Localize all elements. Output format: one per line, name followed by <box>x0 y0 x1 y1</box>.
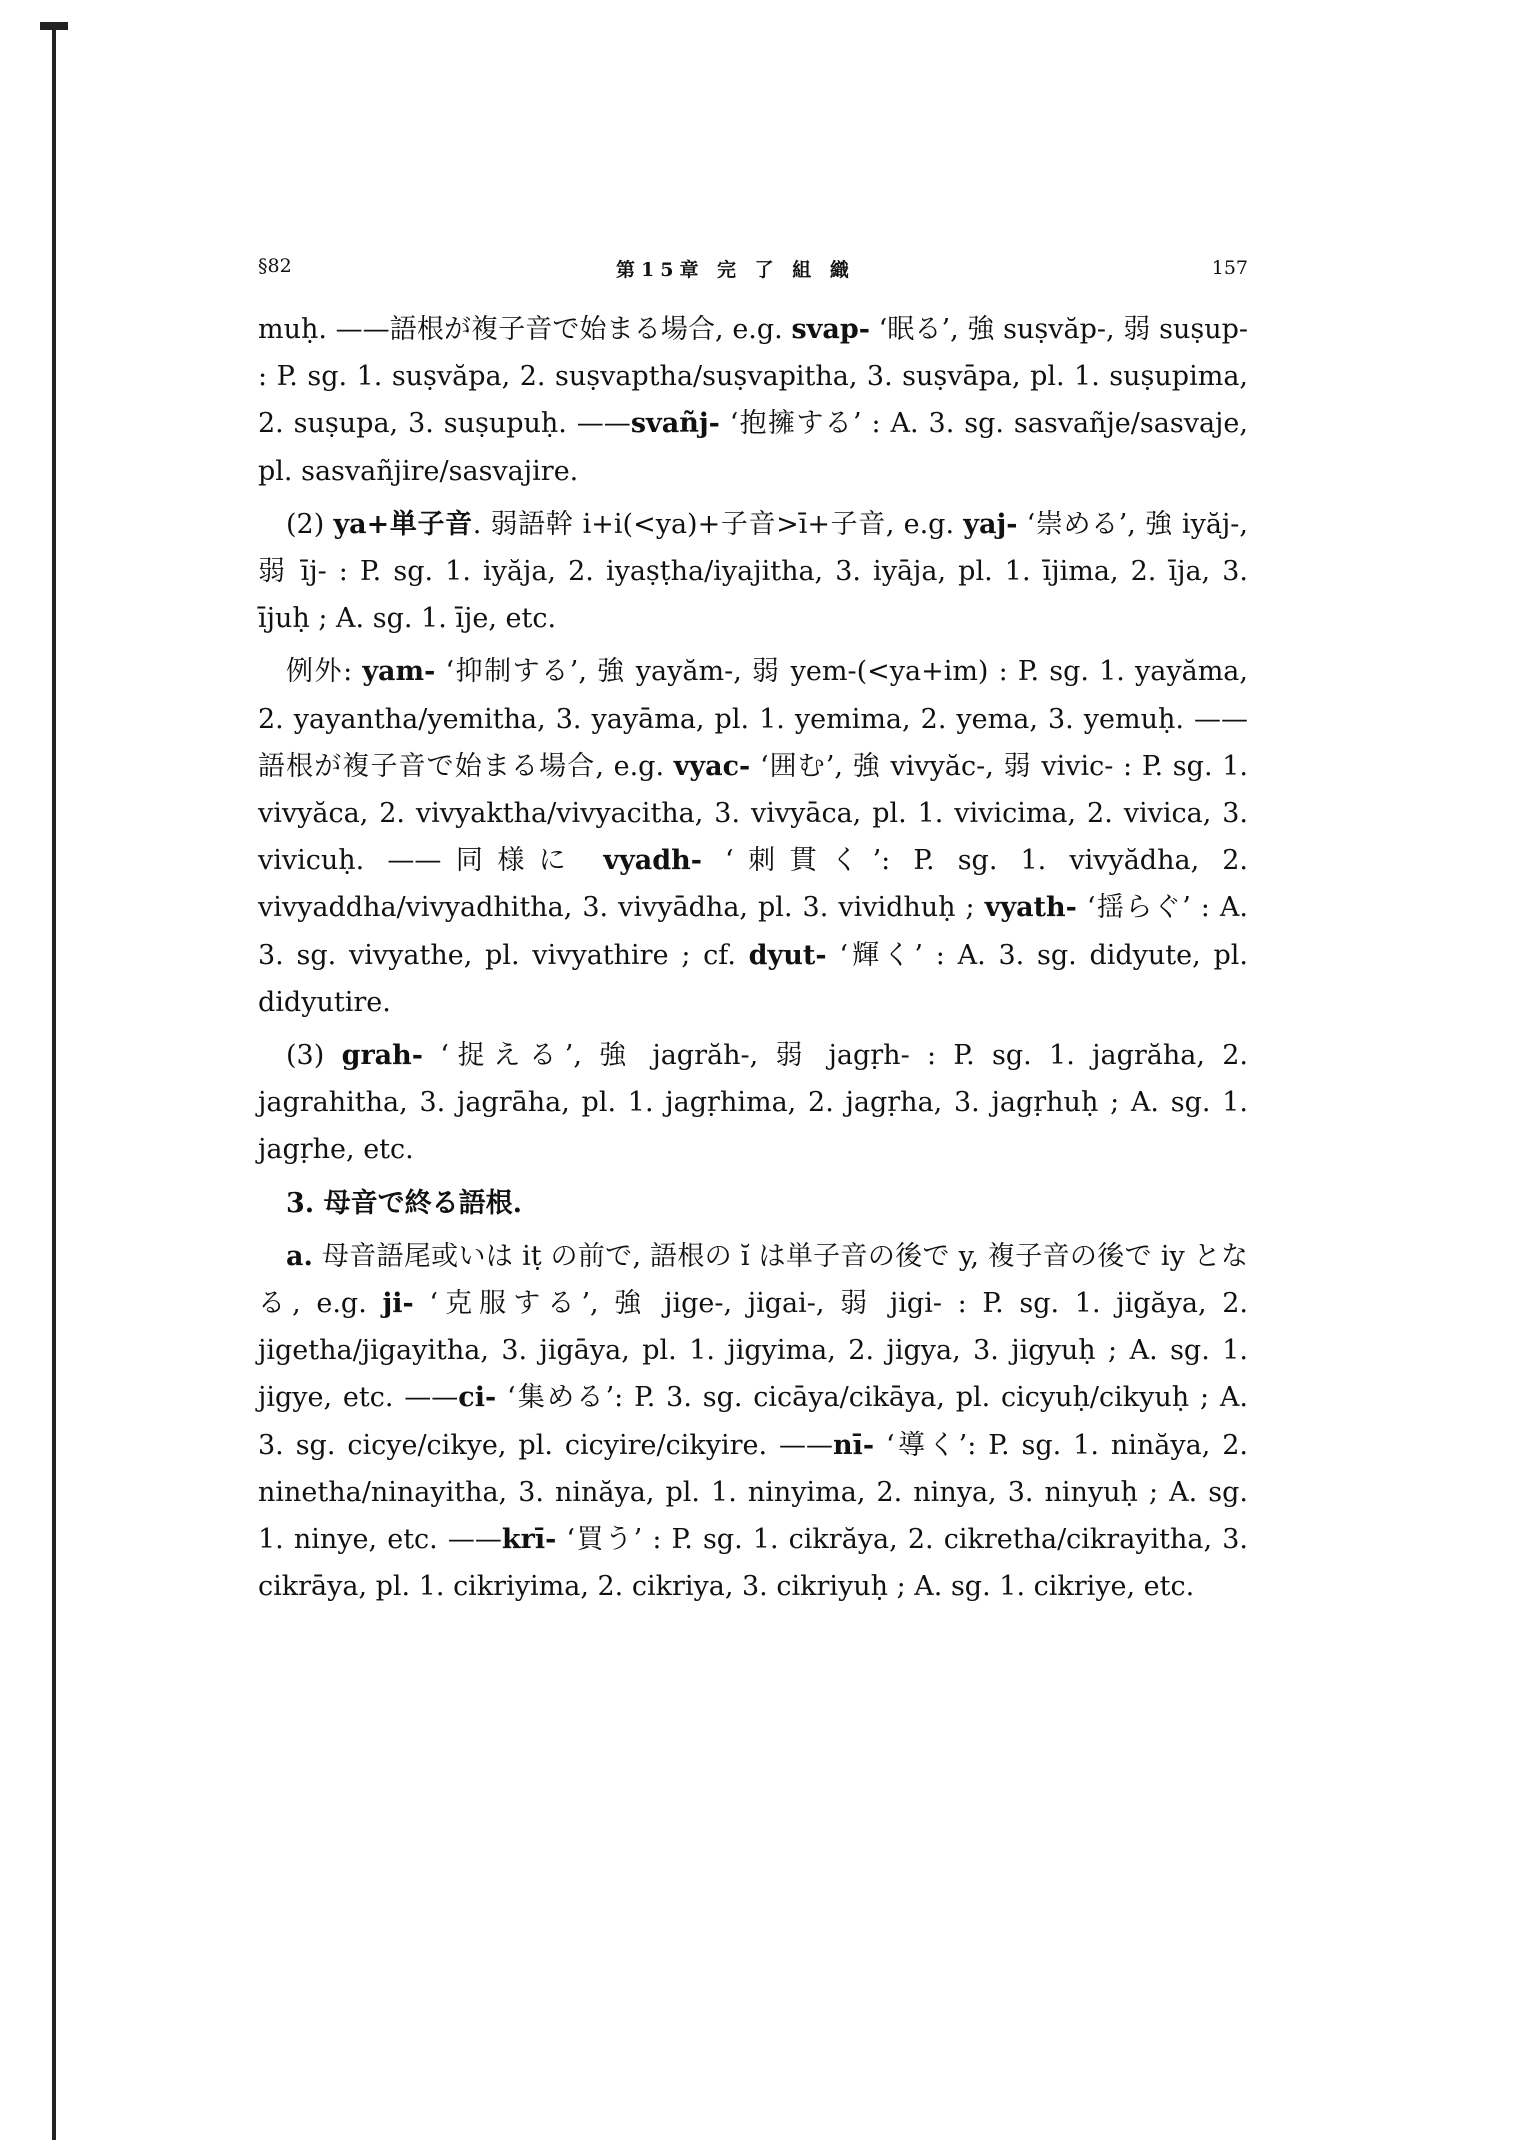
text-run: ‘導く’: P. sg. 1. ninăya, 2. ninetha/ninayitha, 3. ninăya, pl. 1. ninyima, 2. ninya, 3. ninyuḥ ; A. sg. 1. ninye, etc. —— <box>258 1429 1248 1556</box>
text-run: (3) <box>286 1040 342 1072</box>
bold-term: vyac- <box>673 750 751 782</box>
running-header <box>258 255 1248 291</box>
paragraph <box>258 1032 1248 1174</box>
text-run: . 弱語幹 i+i(<ya)+子音>ī+子音, e.g. <box>472 508 964 540</box>
text-run: ‘輝く’ : A. 3. sg. didyute, pl. didyutire. <box>258 939 1248 1018</box>
bold-term: svap- <box>791 314 870 345</box>
text-run: ‘抑制する’, 強 yayăm-, 弱 yem-(<ya+im) : P. sg. 1. yayăma, 2. yayantha/yemitha, 3. yayāma, pl. 1. yemima, 2. yema, 3. yemuḥ. ——語根が複子音で始まる場合, e.g. <box>258 656 1248 782</box>
page-body <box>258 306 1248 1616</box>
text-run: ‘揺らぐ’ : A. 3. sg. vivyathe, pl. vivyathire ; cf. <box>258 892 1249 971</box>
text-run: ‘集める’: P. 3. sg. cicāya/cikāya, pl. cicyuḥ/cikyuḥ ; A. 3. sg. cicye/cikye, pl. cicyire/cikyire. —— <box>258 1382 1249 1461</box>
binding-edge-cap <box>40 22 68 30</box>
bold-term: nī- <box>833 1429 875 1461</box>
text-run: (2) <box>286 508 334 540</box>
binding-edge-line <box>52 30 56 2140</box>
text-run: ‘買う’ : P. sg. 1. cikrăya, 2. cikretha/cikrayitha, 3. cikrāya, pl. 1. cikriyima, 2. cikriya, 3. cikriyuḥ ; A. sg. 1. cikriye, etc. <box>258 1524 1248 1603</box>
paragraph <box>258 1233 1248 1611</box>
paragraph <box>258 501 1248 643</box>
paragraph <box>258 306 1248 495</box>
paragraph <box>258 1180 1248 1227</box>
paragraph <box>258 648 1248 1026</box>
bold-term: svañj- <box>630 408 720 440</box>
bold-term: grah- <box>341 1040 423 1072</box>
bold-term: krī- <box>501 1524 557 1556</box>
text-run: ‘抱擁する’ : A. 3. sg. sasvañje/sasvaje, pl. sasvañjire/sasvajire. <box>258 408 1248 487</box>
bold-term: yaj- <box>963 508 1018 540</box>
bold-term: ji- <box>382 1288 414 1320</box>
bold-term: a. <box>286 1240 313 1272</box>
text-run: muḥ. ——語根が複子音で始まる場合, e.g. <box>258 314 792 345</box>
text-run: ‘克服する’, 強 jige-, jigai-, 弱 jigi- : P. sg. 1. jigăya, 2. jigetha/jigayitha, 3. jigāya, pl. 1. jigyima, 2. jigya, 3. jigyuḥ ; A. sg. 1. jigye, etc. —— <box>258 1288 1248 1414</box>
bold-term: vyath- <box>984 892 1077 924</box>
text-run: ‘囲む’, 強 vivyăc-, 弱 vivic- : P. sg. 1. vivyăca, 2. vivyaktha/vivyacitha, 3. vivyāca, pl. 1. vivicima, 2. vivica, 3. vivicuḥ. ——同様に <box>258 750 1248 877</box>
bold-term: ya+単子音 <box>333 508 473 540</box>
bold-term: 3. 母音で終る語根. <box>286 1187 522 1219</box>
bold-term: ci- <box>458 1382 497 1414</box>
text-run: 例外: <box>286 656 363 688</box>
section-number: §82 <box>258 255 292 277</box>
bold-term: dyut- <box>748 939 827 971</box>
text-run: 母音語尾或いは iṭ の前で, 語根の ĭ は単子音の後で y, 複子音の後で iy となる, e.g. <box>258 1240 1248 1320</box>
text-run: ‘眠る’, 強 suṣvăp-, 弱 suṣup- : P. sg. 1. suṣvăpa, 2. suṣvaptha/suṣvapitha, 3. suṣvāpa, pl. 1. suṣupima, 2. suṣupa, 3. suṣupuḥ. —— <box>258 314 1248 440</box>
bold-term: yam- <box>362 656 436 688</box>
text-run: ‘捉える’, 強 jagrăh-, 弱 jagṛh- : P. sg. 1. jagrăha, 2. jagrahitha, 3. jagrāha, pl. 1. jagṛhima, 2. jagṛha, 3. jagṛhuḥ ; A. sg. 1. jagṛhe, etc. <box>258 1040 1249 1166</box>
page-number: 157 <box>1211 257 1248 279</box>
text-run: ‘崇める’, 強 iyăj-, 弱 īj- : P. sg. 1. iyăja, 2. iyaṣṭha/iyajitha, 3. iyāja, pl. 1. ījima, 2. īja, 3. ījuḥ ; A. sg. 1. īje, etc. <box>258 508 1248 635</box>
chapter-title: 第15章 完 了 組 織 <box>616 259 855 281</box>
bold-term: vyadh- <box>603 845 702 877</box>
text-run: ‘刺貫く’: P. sg. 1. vivyădha, 2. vivyaddha/vivyadhitha, 3. vivyādha, pl. 3. vividhuḥ ; <box>258 845 1248 924</box>
